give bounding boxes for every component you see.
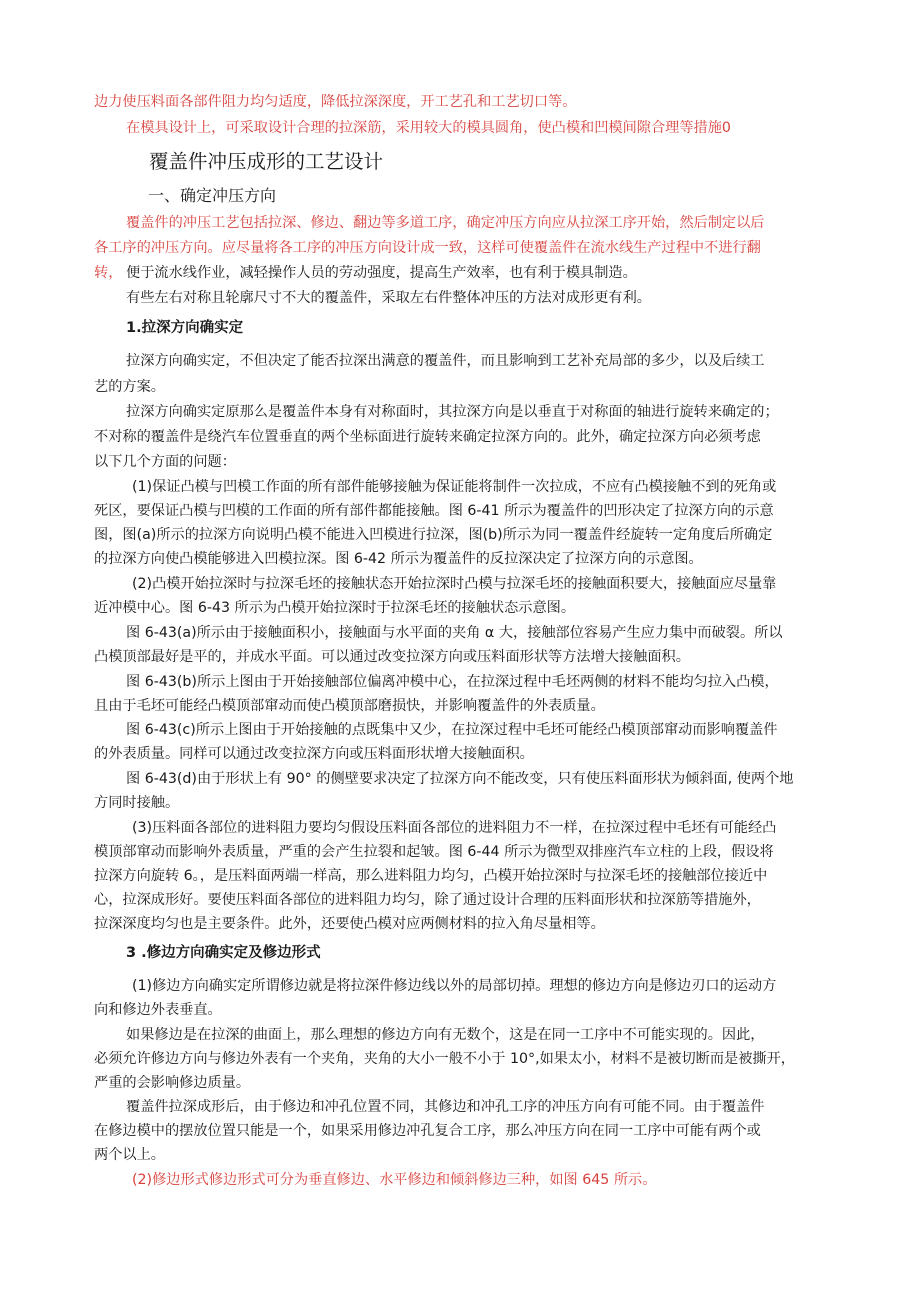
text-line: 覆盖件拉深成形后，由于修边和冲孔位置不同，其修边和冲孔工序的冲压方向有可能不同。由于覆盖件: [126, 1099, 765, 1115]
subsection-heading: 3 .修边方向确实定及修边形式: [126, 945, 321, 961]
text-line: 凸模顶部最好是平的，并成水平面。可以通过改变拉深方向或压料面形状等方法增大接触面积。: [94, 649, 690, 665]
text-line: 的外表质量。同样可以通过改变拉深方向或压料面形状增大接触面积。: [94, 746, 534, 762]
text-line: 两个以上。: [94, 1147, 165, 1163]
text-line: 图 6-43(d)由于形状上有 90° 的侧壁要求决定了拉深方向不能改变，只有使压料面形状为倾斜面, 使两个地: [126, 771, 794, 787]
text-line: 艺的方案。: [94, 379, 165, 395]
text-line: (1)保证凸模与凹模工作面的所有部件能够接触为保证能将制件一次拉成，不应有凸模接触不到的死角或: [132, 479, 777, 495]
text-line: 死区，要保证凸模与凹模的工作面的所有部件都能接触。图 6-41 所示为覆盖件的凹形决定了拉深方向的示意: [94, 503, 774, 519]
text-line: 图 6-43(a)所示由于接触面积小，接触面与水平面的夹角 α 大，接触部位容易产生应力集中而破裂。所以: [126, 625, 783, 641]
text-line: 在模具设计上，可采取设计合理的拉深筋，采用较大的模具圆角，使凸模和凹模间隙合理等措施0: [126, 120, 731, 136]
text-line: 覆盖件的冲压工艺包括拉深、修边、翻边等多道工序，确定冲压方向应从拉深工序开始，然后制定以后: [126, 215, 765, 231]
text-line: 模顶部窜动而影响外表质量，严重的会产生拉裂和起皱。图 6-44 所示为微型双排座汽车立柱的上段，假设将: [94, 844, 774, 860]
text-line: 向和修边外表垂直。: [94, 1002, 222, 1018]
text-line: 在修边模中的摆放位置只能是一个，如果采用修边冲孔复合工序，那么冲压方向在同一工序中可能有两个或: [94, 1123, 761, 1139]
text-line: 图 6-43(c)所示上图由于开始接触的点既集中又少，在拉深过程中毛坯可能经凸模顶部窜动而影响覆盖件: [126, 722, 778, 738]
text-line: (3)压料面各部位的进料阻力要均匀假设压料面各部位的进料阻力不一样，在拉深过程中毛坯有可能经凸: [132, 820, 777, 836]
text-line: 方同时接触。: [94, 795, 180, 811]
text-line: (1)修边方向确实定所谓修边就是将拉深件修边线以外的局部切掉。理想的修边方向是修边刃口的运动方: [132, 978, 777, 994]
text-line: 各工序的冲压方向。应尽量将各工序的冲压方向设计成一致，这样可使覆盖件在流水线生产过程中不进行翻: [94, 240, 761, 256]
text-line: 边力使压料面各部件阻力均匀适度，降低拉深深度，开工艺孔和工艺切口等。: [94, 94, 577, 110]
text-line: 拉深方向确实定，不但决定了能否拉深出满意的覆盖件，而且影响到工艺补充局部的多少，以及后续工: [126, 353, 765, 369]
text-line: (2)修边形式修边形式可分为垂直修边、水平修边和倾斜修边三种，如图 645 所示。: [132, 1172, 657, 1188]
text-line: (2)凸模开始拉深时与拉深毛坯的接触状态开始拉深时凸模与拉深毛坯的接触面积要大，接触面应尽量靠: [132, 576, 777, 592]
text-line: 便于流水线作业，减轻操作人员的劳动强度，提高生产效率，也有利于模具制造。: [126, 265, 637, 281]
text-line: 近冲模中心。图 6-43 所示为凸模开始拉深时于拉深毛坯的接触状态示意图。: [94, 600, 576, 616]
text-line: 图 6-43(b)所示上图由于开始接触部位偏离冲模中心，在拉深过程中毛坯两侧的材料不能均匀拉入凸模，: [126, 674, 779, 690]
subsection-heading: 1.拉深方向确实定: [126, 320, 244, 336]
text-line: 拉深方向旋转 6。，是压料面两端一样高，那么进料阻力均匀，凸模开始拉深时与拉深毛坯的接触部位接近中: [94, 868, 768, 884]
text-line: 拉深深度均匀也是主要条件。此外，还要使凸模对应两侧材料的拉入角尽量相等。: [94, 916, 605, 932]
text-line: 如果修边是在拉深的曲面上，那么理想的修边方向有无数个，这是在同一工序中不可能实现的。因此，: [126, 1027, 765, 1043]
text-line: 图，图(a)所示的拉深方向说明凸模不能进入凹模进行拉深，图(b)所示为同一覆盖件经旋转一定角度后所确定: [94, 527, 773, 543]
text-line: 心，拉深成形好。要使压料面各部位的进料阻力均匀，除了通过设计合理的压料面形状和拉深筋等措施外，: [94, 892, 761, 908]
text-line: 拉深方向确实定原那么是覆盖件本身有对称面时，其拉深方向是以垂直于对称面的轴进行旋转来确定的；: [126, 404, 779, 420]
section-title: 覆盖件冲压成形的工艺设计: [149, 150, 384, 173]
text-line: 转，: [94, 265, 123, 281]
text-line: 必须允许修边方向与修边外表有一个夹角，夹角的大小一般不小于 10°,如果太小，材料不是被切断而是被撕开，: [94, 1051, 795, 1067]
text-line: 的拉深方向使凸模能够进入凹模拉深。图 6-42 所示为覆盖件的反拉深决定了拉深方向的示意图。: [94, 551, 703, 567]
text-line: 有些左右对称且轮廓尺寸不大的覆盖件，采取左右件整体冲压的方法对成形更有利。: [126, 290, 651, 306]
text-line: 以下几个方面的问题：: [94, 454, 236, 470]
section-heading: 一、确定冲压方向: [148, 186, 277, 205]
text-line: 且由于毛坯可能经凸模顶部窜动而使凸模顶部磨损快，并影响覆盖件的外表质量。: [94, 698, 605, 714]
text-line: 严重的会影响修边质量。: [94, 1075, 251, 1091]
text-line: 不对称的覆盖件是绕汽车位置垂直的两个坐标面进行旋转来确定拉深方向的。此外，确定拉深方向必须考虑: [94, 429, 761, 445]
